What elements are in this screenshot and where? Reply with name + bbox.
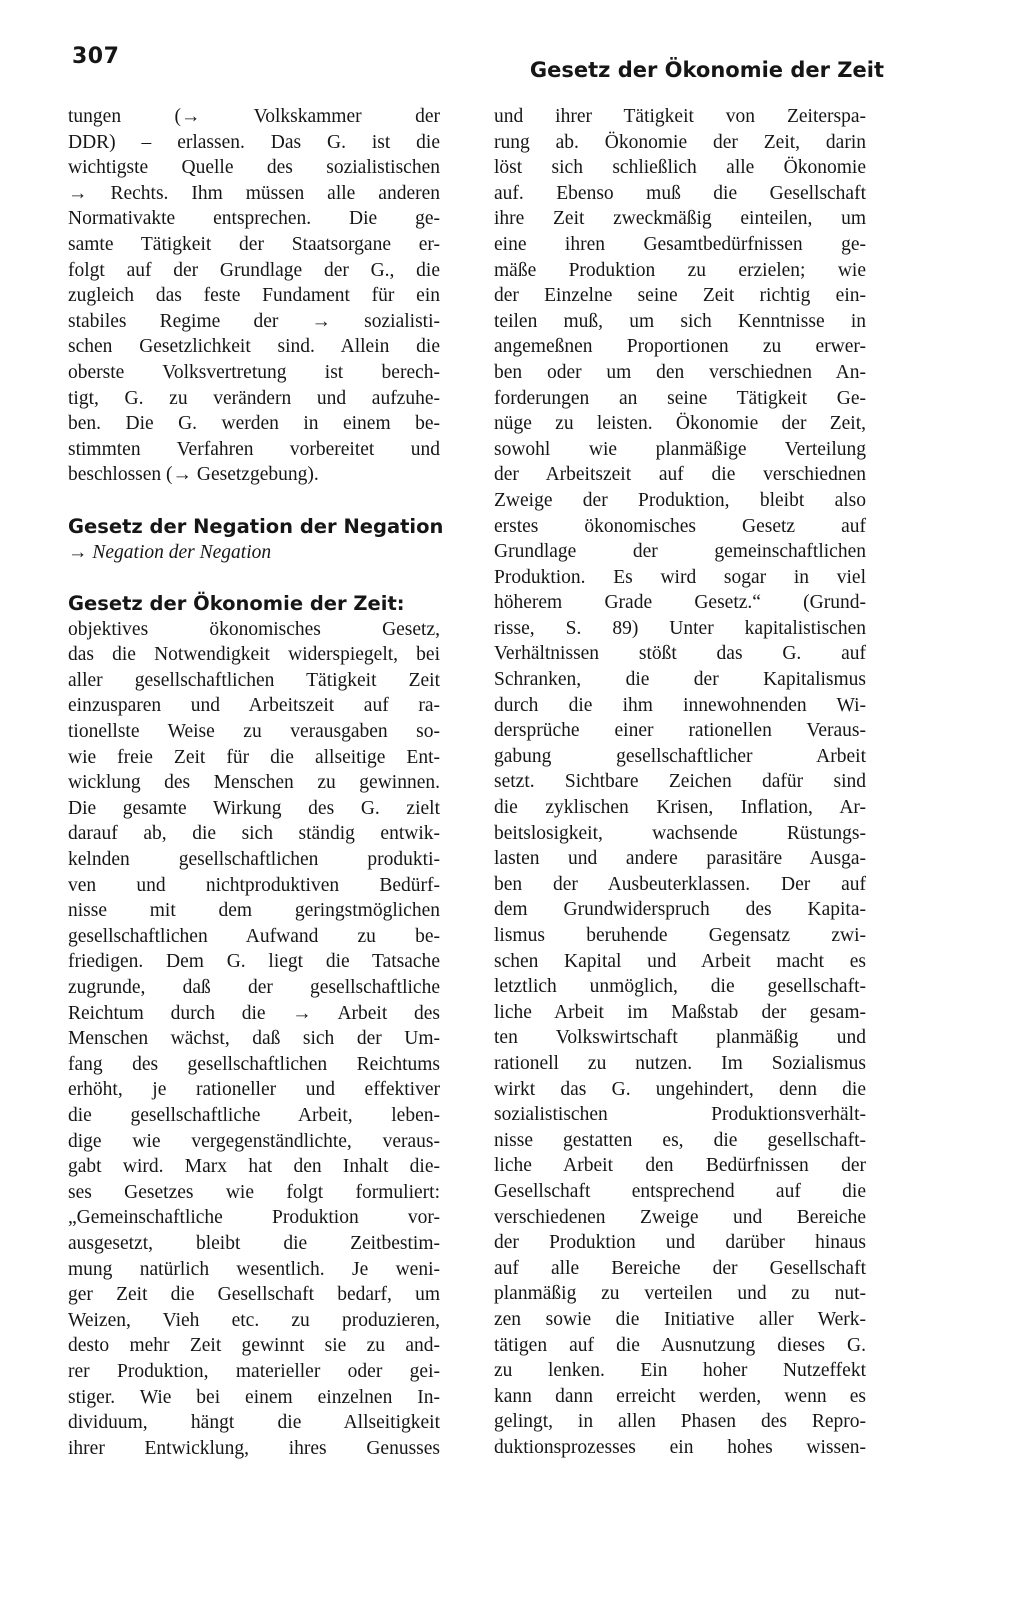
text-line: der Arbeitszeit auf die verschiednen [494,464,866,486]
text-line: aller gesellschaftlichen Tätigkeit Zeit [68,669,440,691]
text-line: wicklung des Menschen zu gewinnen. [68,772,440,794]
text-line: ben. Die G. werden in einem be- [68,413,440,435]
text-line: tigt, G. zu verändern und aufzuhe- [68,387,440,409]
text-line: der Einzelne seine Zeit richtig ein- [494,285,866,307]
entry-gap [68,488,440,514]
text-line: rationell zu nutzen. Im Sozialismus [494,1052,866,1074]
text-line: löst sich schließlich alle Ökonomie [494,157,866,179]
text-line: dige wie vergegenständlichte, veraus- [68,1130,440,1152]
text-line: zen sowie die Initiative aller Werk- [494,1308,866,1330]
text-line: nisse gestatten es, die gesellschaft- [494,1129,866,1151]
text-line: sowohl wie planmäßige Verteilung [494,438,866,460]
text-line: oberste Volksvertretung ist berech- [68,361,440,383]
text-line: gabung gesellschaftlicher Arbeit [494,745,866,767]
text-line: rung ab. Ökonomie der Zeit, darin [494,131,866,153]
cross-reference-text: → Negation der Negation [68,541,272,563]
text-line: liche Arbeit im Maßstab der gesam- [494,1001,866,1023]
text-line: die zyklischen Krisen, Inflation, Ar- [494,797,866,819]
text-line: erhöht, je rationeller und effektiver [68,1079,440,1101]
text-line: Schranken, die der Kapitalismus [494,669,866,691]
text-line: darauf ab, die sich ständig entwik- [68,823,440,845]
text-line: setzt. Sichtbare Zeichen dafür sind [494,771,866,793]
text-line: schen Kapital und Arbeit macht es [494,950,866,972]
text-line: ses Gesetzes wie folgt formuliert: [68,1181,440,1203]
text-line: tungen (→ Volkskammer der [68,106,440,127]
text-line: kann dann erreicht werden, wenn es [494,1385,866,1407]
text-line: → Rechts. Ihm müssen alle anderen [68,182,440,204]
text-line: lismus beruhende Gegensatz zwi- [494,925,866,946]
text-line: schen Gesetzlichkeit sind. Allein die [68,336,440,358]
text-line: risse, S. 89) Unter kapitalistischen [494,617,866,639]
text-line: Grundlage der gemeinschaftlichen [494,541,866,563]
text-line: stabiles Regime der → sozialisti- [68,310,440,332]
text-line: sozialistischen Produktionsverhält- [494,1104,866,1126]
text-line: zugrunde, daß der gesellschaftliche [68,977,440,998]
text-line: Verhältnissen stößt das G. auf [494,643,866,665]
text-line: Reichtum durch die → Arbeit des [68,1002,440,1024]
text-line: Weizen, Vieh etc. zu produzieren, [68,1309,440,1331]
text-line: tionellste Weise zu verausgaben so- [68,721,440,743]
text-line: erstes ökonomisches Gesetz auf [494,515,866,537]
text-line: höherem Grade Gesetz.“ (Grund- [494,592,866,614]
text-line: beschlossen (→ Gesetzgebung). [68,464,319,486]
text-line: Zweige der Produktion, bleibt also [494,489,866,511]
right-column [494,104,866,1460]
text-line: „Gemeinschaftliche Produktion vor- [68,1207,440,1229]
text-line: dem Grundwiderspruch des Kapita- [494,899,866,921]
text-line: auf. Ebenso muß die Gesellschaft [494,182,866,204]
text-line: das die Notwendigkeit widerspiegelt, bei [68,644,440,666]
left-column [68,104,444,1461]
text-line: angemeßnen Proportionen zu erwer- [494,336,866,358]
text-line: Normativakte entsprechen. Die ge- [68,208,440,230]
text-line: wirkt das G. ungehindert, denn die [494,1078,866,1100]
text-line: duktionsprozesses ein hohes wissen- [494,1436,866,1458]
text-line: Die gesamte Wirkung des G. zielt [68,797,440,819]
text-line: dersprüche einer rationellen Veraus- [494,720,866,742]
text-line: ger Zeit die Gesellschaft bedarf, um [68,1284,440,1306]
text-line: ten Volkswirtschaft planmäßig und [494,1027,866,1049]
text-line: Menschen wächst, daß sich der Um- [68,1028,440,1050]
text-line: desto mehr Zeit gewinnt sie zu and- [68,1335,440,1357]
text-line: objektives ökonomisches Gesetz, [68,618,440,640]
text-line: forderungen an seine Tätigkeit Ge- [494,387,866,409]
text-line: beitslosigkeit, wachsende Rüstungs- [494,822,866,844]
text-line: die gesellschaftliche Arbeit, leben- [68,1104,440,1126]
text-line: mung natürlich wesentlich. Je weni- [68,1258,440,1280]
text-line: der Produktion und darüber hinaus [494,1232,866,1254]
text-line: eine ihren Gesamtbedürfnissen ge- [494,233,866,255]
text-line: mäße Produktion zu erzielen; wie [494,259,866,281]
text-line: nisse mit dem geringstmöglichen [68,900,440,922]
text-line: folgt auf der Grundlage der G., die [68,259,440,281]
text-line: zu lenken. Ein hoher Nutzeffekt [494,1360,866,1382]
entry-gap [68,565,440,591]
text-line: DDR) – erlassen. Das G. ist die [68,131,440,153]
text-line: verschiedenen Zweige und Bereiche [494,1206,866,1228]
entry-heading-negation: Gesetz der Negation der Negation [68,514,444,538]
text-line: Gesellschaft entsprechend auf die [494,1180,866,1202]
text-line: dividuum, hängt die Allseitigkeit [68,1412,440,1434]
text-line: liche Arbeit den Bedürfnissen der [494,1155,866,1177]
page-number: 307 [72,44,120,69]
text-line: ihre Zeit zweckmäßig einteilen, um [494,208,866,230]
entry-heading-oekonomie: Gesetz der Ökonomie der Zeit: [68,592,405,616]
text-line: samte Tätigkeit der Staatsorgane er- [68,233,440,255]
text-line: ven und nichtproduktiven Bedürf- [68,874,440,896]
text-line: gesellschaftlichen Aufwand zu be- [68,925,440,947]
cross-reference [68,540,440,566]
text-line: rer Produktion, materieller oder gei- [68,1360,440,1382]
text-line: fang des gesellschaftlichen Reichtums [68,1053,440,1075]
text-line: und ihrer Tätigkeit von Zeiterspa- [494,106,866,127]
text-line: auf alle Bereiche der Gesellschaft [494,1257,866,1279]
text-line: teilen muß, um sich Kenntnisse in [494,310,866,332]
text-line: nüge zu leisten. Ökonomie der Zeit, [494,413,866,435]
text-line: wie freie Zeit für die allseitige Ent- [68,746,440,768]
text-line: ihrer Entwicklung, ihres Genusses [68,1437,440,1459]
text-line: tätigen auf die Ausnutzung dieses G. [494,1334,866,1356]
text-line: planmäßig zu verteilen und zu nut- [494,1283,866,1305]
text-line: wichtigste Quelle des sozialistischen [68,157,440,179]
text-line: Produktion. Es wird sogar in viel [494,566,866,588]
text-line: lasten und andere parasitäre Ausga- [494,848,866,870]
text-line: durch die ihm innewohnenden Wi- [494,694,866,716]
text-line: gabt wird. Marx hat den Inhalt die- [68,1156,440,1178]
running-head: Gesetz der Ökonomie der Zeit [529,58,884,82]
text-line: einzusparen und Arbeitszeit auf ra- [68,695,440,717]
text-line: friedigen. Dem G. liegt die Tatsache [68,951,440,973]
text-line: ben oder um den verschiednen An- [494,361,866,383]
text-line: kelnden gesellschaftlichen produkti- [68,849,440,871]
text-line: stiger. Wie bei einem einzelnen In- [68,1386,440,1408]
text-line: stimmten Verfahren vorbereitet und [68,438,440,460]
text-line: ausgesetzt, bleibt die Zeitbestim- [68,1232,440,1254]
text-line: gelingt, in allen Phasen des Repro- [494,1411,866,1433]
text-line: letztlich unmöglich, die gesellschaft- [494,976,866,998]
text-line: ben der Ausbeuterklassen. Der auf [494,873,866,895]
text-line: zugleich das feste Fundament für ein [68,285,440,307]
